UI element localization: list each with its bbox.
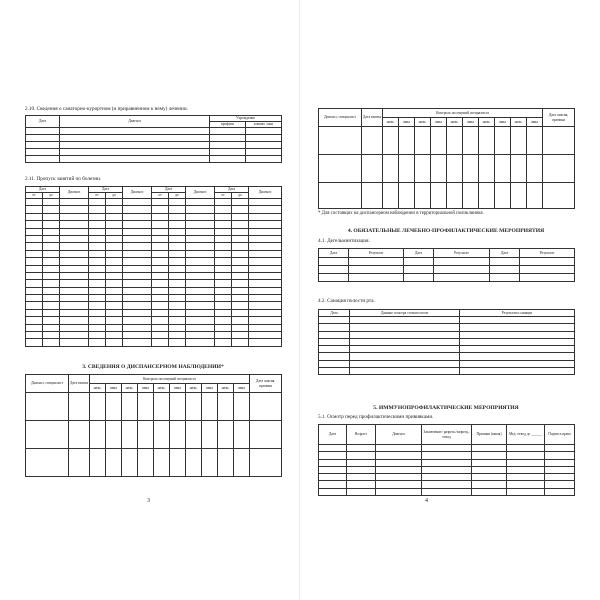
col-institution: Учреждение xyxy=(210,116,282,122)
col-result: Результат xyxy=(349,249,404,258)
table-row xyxy=(26,199,282,206)
col-result: Результат xyxy=(434,249,490,258)
table-row xyxy=(26,235,282,242)
immuno-exam-title: 5.1. Осмотр перед профилактическими прививками. xyxy=(318,414,434,420)
deworming-table xyxy=(318,248,575,282)
col-from: от xyxy=(26,193,43,199)
col-medexempt: Мед. отвод до ______ xyxy=(507,425,545,445)
col-assigned: назн. xyxy=(479,118,495,127)
table-row xyxy=(26,280,282,287)
table-row xyxy=(319,368,575,375)
col-assigned: назн. xyxy=(447,118,463,127)
table-row xyxy=(26,250,282,257)
col-diag: Диагноз, специалист xyxy=(26,375,69,393)
col-date: Дата xyxy=(26,116,60,128)
page-number: 3 xyxy=(147,498,150,504)
col-taken: Дата взятия xyxy=(69,375,90,393)
dispensary-table xyxy=(25,374,282,477)
col-diagnosis: Диагноз xyxy=(376,425,422,445)
immuno-heading: 5. ИММУНОПРОФИЛАКТИЧЕСКИЕ МЕРОПРИЯТИЯ xyxy=(373,405,519,411)
col-result: Результат xyxy=(520,249,575,258)
col-date: Дата xyxy=(319,425,347,445)
preventive-heading: 4. ОБЯЗАТЕЛЬНЫЕ ЛЕЧЕБНО-ПРОФИЛАКТИЧЕСКИЕ МЕРОПРИЯТИЯ xyxy=(347,228,545,234)
table-row xyxy=(319,452,575,459)
col-taken: Дата взятия xyxy=(362,109,383,127)
absences-table xyxy=(25,186,282,347)
table-row xyxy=(319,183,575,209)
table-row xyxy=(26,393,282,421)
table-row xyxy=(319,459,575,466)
table-row xyxy=(26,295,282,302)
table-row xyxy=(319,466,575,473)
table-row xyxy=(319,274,575,282)
table-row xyxy=(26,302,282,309)
col-assigned: назн. xyxy=(511,118,527,127)
col-removed: Дата снятия, причина xyxy=(543,109,575,127)
col-from: от xyxy=(215,193,232,199)
col-control: Контроль посещений специалиста xyxy=(90,375,250,384)
table-row xyxy=(26,142,282,149)
table-row xyxy=(26,206,282,213)
table-row xyxy=(26,149,282,156)
col-attended: явка xyxy=(495,118,511,127)
col-assigned: назн. xyxy=(122,384,138,393)
col-date: Дата xyxy=(404,249,434,258)
table-row xyxy=(26,258,282,265)
table-row xyxy=(319,488,575,495)
col-dentist: Данные осмотра стоматологом xyxy=(350,310,460,317)
table-row xyxy=(319,324,575,331)
table-row xyxy=(319,481,575,488)
vaccination-exam-body xyxy=(319,445,575,496)
col-attended: явка xyxy=(234,384,250,393)
dispensary-continued-body xyxy=(319,127,575,209)
col-diag: Диагноз, специалист xyxy=(319,109,362,127)
dispensary-heading: 3. СВЕДЕНИЯ О ДИСПАНСЕРНОМ НАБЛЮДЕНИИ* xyxy=(82,364,224,370)
table-row xyxy=(26,128,282,135)
table-row xyxy=(319,360,575,367)
table-row xyxy=(319,317,575,324)
col-attended: явка xyxy=(106,384,122,393)
table-row xyxy=(319,331,575,338)
deworming-title: 4.1. Дегельминтизация. xyxy=(318,238,370,244)
sanatorium-body xyxy=(26,128,282,163)
col-assigned: назн. xyxy=(154,384,170,393)
col-reason: Причина (какая) xyxy=(472,425,507,445)
col-date: Дата xyxy=(26,187,60,193)
table-row xyxy=(26,243,282,250)
table-row xyxy=(319,338,575,345)
col-assigned: назн. xyxy=(415,118,431,127)
col-date: Дата xyxy=(490,249,520,258)
col-diagnosis: Диагноз xyxy=(60,116,210,128)
col-attended: явка xyxy=(202,384,218,393)
col-attended: явка xyxy=(431,118,447,127)
col-attended: явка xyxy=(399,118,415,127)
table-row xyxy=(26,213,282,220)
sanation-title: 4.2. Санация полости рта. xyxy=(318,298,375,304)
table-row xyxy=(319,155,575,183)
col-date: Дата xyxy=(319,249,349,258)
table-row xyxy=(26,324,282,331)
col-climate: климат. зона xyxy=(246,122,282,128)
dispensary-continued-table xyxy=(318,108,575,209)
table-row xyxy=(26,339,282,346)
col-date: Дата xyxy=(215,187,249,193)
absences-body xyxy=(26,199,282,347)
col-diagnosis: Диагноз xyxy=(186,187,215,199)
table-row xyxy=(26,228,282,235)
col-diagnosis: Диагноз xyxy=(60,187,89,199)
table-row xyxy=(26,332,282,339)
col-profile: профиль xyxy=(210,122,246,128)
table-row xyxy=(26,287,282,294)
table-row xyxy=(319,127,575,155)
col-attended: явка xyxy=(527,118,543,127)
table-row xyxy=(26,156,282,163)
page-number: 4 xyxy=(425,498,428,504)
table-row xyxy=(319,346,575,353)
col-attended: явка xyxy=(170,384,186,393)
table-row xyxy=(26,449,282,477)
col-to: до xyxy=(106,193,123,199)
table-row xyxy=(26,135,282,142)
right-page xyxy=(300,0,600,600)
table-row xyxy=(319,445,575,452)
col-to: до xyxy=(232,193,249,199)
table-row xyxy=(26,309,282,316)
col-assigned: назн. xyxy=(90,384,106,393)
col-to: до xyxy=(169,193,186,199)
dispensary-body xyxy=(26,393,282,477)
sanation-body xyxy=(319,317,575,375)
table-row xyxy=(26,265,282,272)
col-assigned: назн. xyxy=(186,384,202,393)
col-to: до xyxy=(43,193,60,199)
dispensary-footnote: * Для состоящих на диспансерном наблюдении в территориальной поликлинике. xyxy=(318,211,484,216)
sanatorium-title: 2.10. Сведения о санаторно-курортном (и приравненном к нему) лечении. xyxy=(25,106,188,112)
table-row xyxy=(319,266,575,274)
table-row xyxy=(26,317,282,324)
col-from: от xyxy=(152,193,169,199)
col-sanation-results: Результаты санации xyxy=(460,310,575,317)
sanation-table xyxy=(318,309,575,375)
table-row xyxy=(319,474,575,481)
col-assigned: назн. xyxy=(383,118,399,127)
vaccination-exam-table xyxy=(318,424,575,496)
col-attended: явка xyxy=(463,118,479,127)
table-row xyxy=(319,353,575,360)
col-attended: явка xyxy=(138,384,154,393)
table-row xyxy=(26,221,282,228)
table-row xyxy=(26,421,282,449)
col-age: Возраст xyxy=(347,425,376,445)
absences-title: 2.11. Пропуск занятий по болезни. xyxy=(25,176,102,182)
col-doctor-sign: Подпись врача xyxy=(545,425,575,445)
col-control: Контроль посещений специалиста xyxy=(383,109,543,118)
table-row xyxy=(319,258,575,266)
col-removed: Дата снятия, причина xyxy=(250,375,282,393)
col-diagnosis: Диагноз xyxy=(249,187,282,199)
table-row xyxy=(26,272,282,279)
col-date: Дата xyxy=(319,310,350,317)
col-assigned: назн. xyxy=(218,384,234,393)
col-date: Дата xyxy=(89,187,123,193)
col-diagnosis: Диагноз xyxy=(123,187,152,199)
sanatorium-table xyxy=(25,115,282,163)
col-conclusion: Заключение: разреш./запрещ., отвод xyxy=(422,425,472,445)
col-from: от xyxy=(89,193,106,199)
col-date: Дата xyxy=(152,187,186,193)
